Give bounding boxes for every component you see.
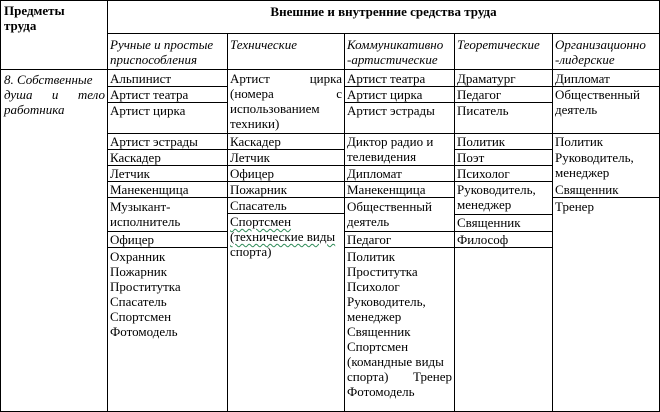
col-header-communicative — [347, 37, 443, 67]
table-border-top — [0, 0, 660, 1]
cell-line-text — [230, 86, 342, 101]
cell-manual: Артист цирка — [110, 103, 186, 118]
cell-line-text: Спортсмен — [347, 339, 409, 354]
cell-manual — [110, 249, 181, 339]
cell-line-text: менеджер — [347, 309, 402, 324]
cell-line-text: спорта) — [230, 244, 272, 259]
row-label-word: и — [51, 87, 59, 102]
cell-organizational: Тренер — [555, 199, 594, 214]
cell-theoretical: Священник — [457, 215, 521, 230]
cell-word: спорта) — [347, 369, 389, 384]
cell-line-text: Общественный — [555, 87, 640, 102]
row-label-line-2 — [4, 87, 105, 102]
cell-technical — [230, 71, 342, 131]
cell-line-text: (командные виды — [347, 354, 444, 369]
cell-communicative — [347, 134, 433, 164]
cell-theoretical: Философ — [457, 232, 509, 247]
cell-manual — [110, 199, 180, 229]
col-header-manual-line-2: приспособления — [110, 52, 198, 67]
cell-line-text: деятель — [555, 102, 598, 117]
cell-word: цирка — [309, 71, 342, 86]
cell-manual: Каскадер — [110, 150, 161, 165]
col-header-communicative-line-1: Коммуникативно — [347, 37, 444, 52]
subjects-header-line-1: Предметы — [4, 3, 65, 18]
cell-line-text: Проститутка — [110, 279, 181, 294]
cell-technical: Каскадер — [230, 134, 281, 149]
col-divider-4 — [454, 33, 455, 412]
cell-technical: Спасатель — [230, 198, 287, 213]
cell-organizational: Дипломат — [555, 71, 610, 86]
cell-line-text: Руководитель, — [347, 294, 426, 309]
cell-theoretical: Писатель — [457, 103, 509, 118]
row-label — [4, 72, 105, 117]
row-label-word: душа — [4, 87, 33, 102]
cell-technical: Пожарник — [230, 182, 288, 197]
cell-communicative: Артист эстрады — [347, 103, 435, 118]
cell-manual: Альпинист — [110, 71, 172, 86]
row-label-line-3: работника — [4, 102, 65, 117]
cell-line-text: (технические виды — [230, 229, 336, 244]
cell-line — [344, 247, 454, 248]
cell-word: Тренер — [413, 369, 452, 384]
cell-theoretical — [457, 182, 536, 212]
cell-technical: Летчик — [230, 150, 270, 165]
cell-line-text: менеджер — [457, 197, 512, 212]
cell-manual: Офицер — [110, 232, 154, 247]
cell-line-text: Спортсмен — [110, 309, 172, 324]
col-header-technical: Технические — [230, 37, 297, 52]
cell-organizational: Политик — [555, 134, 604, 149]
cell-line-text: менеджер — [555, 165, 610, 180]
col-header-manual-line-1: Ручные и простые — [110, 37, 214, 52]
cell-line-text: исполнитель — [110, 214, 181, 229]
cell-organizational — [555, 150, 634, 180]
cell-communicative: Артист театра — [347, 71, 426, 86]
row-label-line-1: 8. Собственные — [4, 72, 93, 87]
cell-word: Артист — [230, 71, 270, 86]
cell-technical: Офицер — [230, 166, 274, 181]
cell-communicative — [347, 249, 452, 399]
cell-communicative: Дипломат — [347, 166, 402, 181]
cell-word: с — [336, 86, 342, 101]
cell-theoretical: Психолог — [457, 166, 510, 181]
cell-line-text: Руководитель, — [555, 150, 634, 165]
cell-communicative: Артист цирка — [347, 87, 423, 102]
cell-manual: Манекенщица — [110, 182, 189, 197]
cell-organizational — [555, 87, 640, 117]
cell-line-text: Фотомодель — [347, 384, 415, 399]
cell-manual: Артист эстрады — [110, 134, 198, 149]
cell-theoretical: Поэт — [457, 150, 485, 165]
cell-line — [344, 197, 454, 198]
col-divider-5 — [552, 33, 553, 412]
cell-line-text — [230, 71, 342, 86]
cell-line-text: Охранник — [110, 249, 166, 264]
col-divider-2 — [227, 33, 228, 412]
cell-theoretical: Политик — [457, 134, 506, 149]
cell-theoretical: Драматург — [457, 71, 516, 86]
cell-line — [107, 197, 227, 198]
cell-communicative — [347, 199, 432, 229]
cell-line-text: Диктор радио и — [347, 134, 434, 149]
cell-line-text: Политик — [347, 249, 396, 264]
cell-line-text: Священник — [347, 324, 411, 339]
cell-manual: Артист театра — [110, 87, 189, 102]
header-bottom-line — [0, 69, 660, 70]
subjects-header — [4, 3, 65, 33]
cell-theoretical: Педагог — [457, 87, 502, 102]
cell-line-text: Общественный — [347, 199, 432, 214]
cell-line-text: Музыкант- — [110, 199, 171, 214]
cell-line-text: Спасатель — [110, 294, 167, 309]
cell-communicative: Манекенщица — [347, 182, 426, 197]
col-header-organizational-line-2: -лидерские — [555, 52, 615, 67]
cell-line-text: Проститутка — [347, 264, 418, 279]
cell-line-text: Фотомодель — [110, 324, 178, 339]
cell-line-text: Спортсмен — [230, 214, 292, 229]
cell-line-text: Руководитель, — [457, 182, 536, 197]
cell-technical — [230, 214, 335, 259]
table-border-left — [0, 0, 1, 412]
cell-line-text: телевидения — [347, 149, 417, 164]
col-divider-3 — [344, 33, 345, 412]
col-header-manual — [110, 37, 213, 67]
row-label-word: тело — [77, 87, 105, 102]
cell-manual: Летчик — [110, 166, 150, 181]
cell-line-text: деятель — [347, 214, 390, 229]
cell-communicative: Педагог — [347, 232, 392, 247]
cell-organizational: Священник — [555, 182, 619, 197]
col-header-organizational — [555, 37, 646, 67]
cell-line — [454, 247, 552, 248]
header-divider — [107, 33, 660, 34]
cell-line-text: Пожарник — [110, 264, 168, 279]
cell-word: (номера — [230, 86, 274, 101]
cell-line-text: Психолог — [347, 279, 400, 294]
cell-line — [107, 247, 227, 248]
cell-line-text — [347, 369, 452, 384]
col-divider-1 — [107, 0, 108, 412]
means-header: Внешние и внутренние средства труда — [270, 4, 497, 19]
subjects-header-line-2: труда — [4, 18, 37, 33]
col-header-organizational-line-1: Организационно — [555, 37, 646, 52]
cell-line — [552, 197, 660, 198]
col-header-communicative-line-2: -артистические — [347, 52, 438, 67]
cell-line-text: использованием — [230, 101, 320, 116]
col-header-theoretical: Теоретические — [457, 37, 540, 52]
cell-line-text: техники) — [230, 116, 280, 131]
